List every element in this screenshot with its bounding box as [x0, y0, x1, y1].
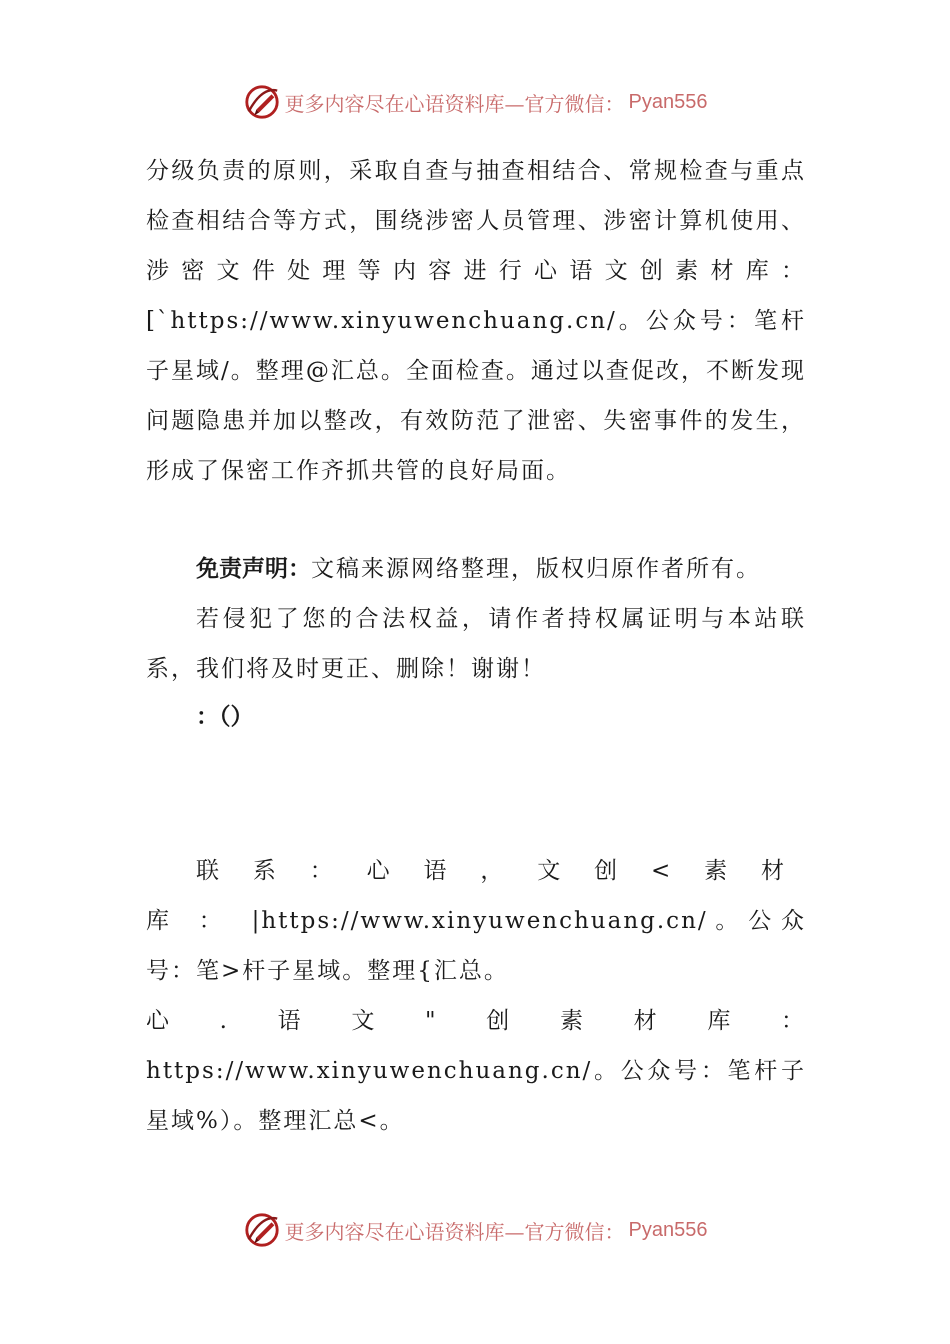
disclaimer-line: [146, 544, 806, 594]
body-paragraph-1: 分级负责的原则，采取自查与抽查相结合、常规检查与重点检查相结合等方式，围绕涉密人员管理、涉密计算机使用、涉密文件处理等内容进行心语文创素材库：[`https://www.xinyuwenchuang.cn/。公众号：笔杆子星域/。整理@汇总。全面检查。通过以查促改，不断发现问题隐患并加以整改，有效防范了泄密、失密事件的发生，形成了保密工作齐抓共管的良好局面。: [146, 158, 806, 484]
header-banner: [0, 82, 950, 122]
contact-paragraph: [146, 846, 806, 996]
paren-line: ：（）: [196, 704, 254, 730]
disclaimer-text: 文稿来源网络整理，版权归原作者所有。: [311, 556, 761, 582]
contact-rest: |https://www.xinyuwenchuang.cn/。公众号：笔>杆子星域。整理{汇总。: [146, 908, 806, 984]
spacer: [146, 740, 806, 846]
banner-text: 更多内容尽在心语资料库—官方微信：: [284, 91, 625, 116]
contact-label: 联系：心语，文创<素材库：: [146, 858, 806, 934]
banner-wechat-handle: Pyan556: [628, 90, 708, 113]
spacer: [146, 496, 806, 544]
footer-banner: [0, 1210, 950, 1250]
pen-logo-icon: [243, 1211, 281, 1249]
disclaimer-label: 免责声明：: [196, 556, 311, 582]
pen-logo-icon: [243, 83, 281, 121]
disclaimer-paragraph-2: 若侵犯了您的合法权益，请作者持权属证明与本站联系，我们将及时更正、删除！谢谢！: [146, 606, 806, 682]
banner-wechat-handle: Pyan556: [628, 1218, 708, 1241]
document-body: [146, 146, 806, 1146]
last-paragraph: 心.语文"创素材库：https://www.xinyuwenchuang.cn/。公众号：笔杆子星域%）。整理汇总<。: [146, 1008, 806, 1134]
banner-text: 更多内容尽在心语资料库—官方微信：: [284, 1219, 625, 1244]
